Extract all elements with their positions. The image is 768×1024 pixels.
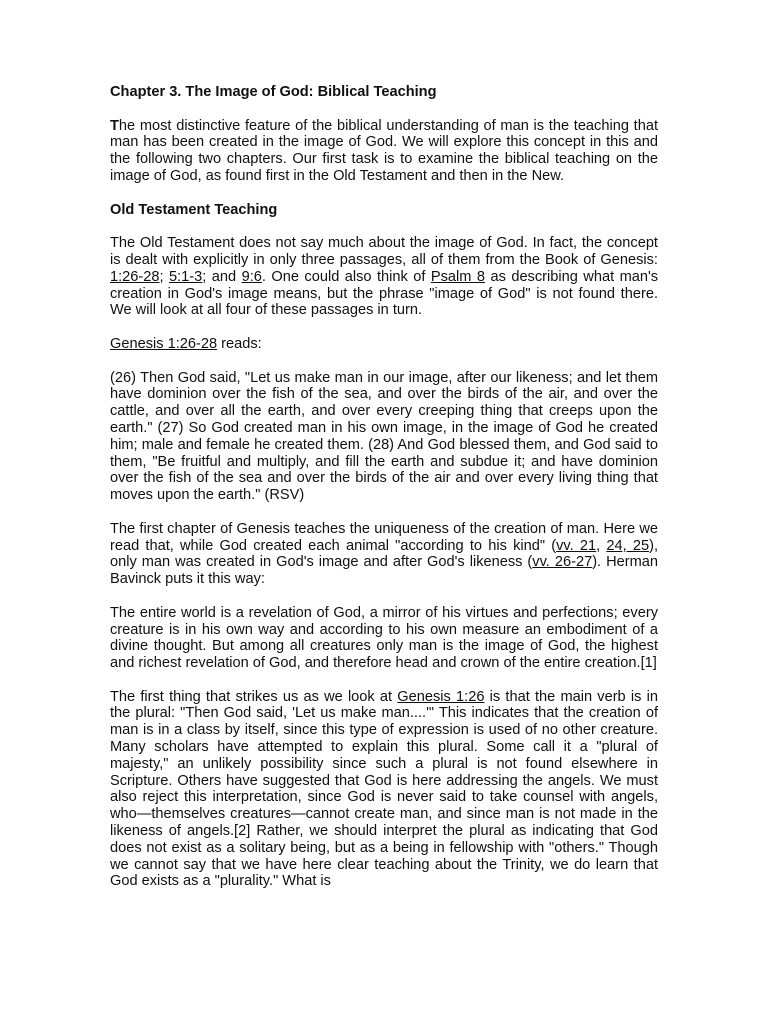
- scripture-link-vv-26-27[interactable]: vv. 26-27: [532, 554, 593, 571]
- text-segment: The first thing that strikes us as we look at: [110, 688, 398, 705]
- text-segment: The first chapter of Genesis teaches the uniqueness of the creation of man. Here we read that, while God created each animal "according to his kind" (: [110, 520, 658, 554]
- scripture-link-genesis-1-26[interactable]: Genesis 1:26: [397, 688, 485, 705]
- scripture-link-vv-21[interactable]: vv. 21: [556, 537, 597, 554]
- scripture-link-gen-1-26-28[interactable]: 1:26-28: [110, 268, 160, 285]
- genesis-quote: (26) Then God said, "Let us make man in our image, after our likeness; and let them have dominion over the fish of the sea, and over the birds of the air, and over the cattle, and over all the earth, and over every creeping thing that creeps upon the earth." (27) So God created man in his own image, in the image of God he created him; male and female he created them. (28) And God blessed them, and God said to them, "Be fruitful and multiply, and fill the earth and subdue it; and have dominion over the fish of the sea and over the birds of the air and over every living thing that moves upon the earth." (RSV): [110, 369, 658, 504]
- document-body: [110, 84, 658, 907]
- text-segment: ), only man was created in God's image and after God's likeness (: [110, 537, 658, 571]
- section-heading: Old Testament Teaching: [110, 201, 278, 218]
- scripture-link-genesis-1-26-28[interactable]: Genesis 1:26-28: [110, 335, 218, 352]
- text-segment: ). Herman Bavinck puts it this way:: [110, 554, 659, 588]
- text-segment: ; and: [202, 268, 242, 285]
- text-segment: The Old Testament does not say much about the image of God. In fact, the concept is dealt with explicitly in only three passages, all of them from the Book of Genesis:: [110, 235, 658, 268]
- scripture-link-24-25[interactable]: 24, 25: [606, 537, 650, 554]
- text-segment: reads:: [217, 335, 262, 352]
- text-segment: ,: [596, 537, 607, 554]
- scripture-link-gen-9-6[interactable]: 9:6: [241, 268, 262, 285]
- text-segment: is that the main verb is in the plural: "Then God said, 'Let us make man....'" This indicates that the creation of man is in a class by itself, since this type of expression is used of no other creature. Many scholars have attempted to explain this plural. Some call it a "plural of majesty," an unlikely possibility since such a plural is not found elsewhere in Scripture. Others have suggested that God is here addressing the angels. We must also reject this interpretation, since God is never said to take counsel with angels, who—themselves creatures—cannot create man, and since man is not made in the likeness of angels.[2] Rather, we should interpret the plural as indicating that God does not exist as a solitary being, but as a being in fellowship with "others." Though we cannot say that we have here clear teaching about the Trinity, we do learn that God exists as a "plurality." What is: [110, 688, 658, 890]
- genesis-intro-paragraph: [110, 336, 658, 353]
- text-segment: . One could also think of: [261, 268, 431, 285]
- chapter-title: Chapter 3. The Image of God: Biblical Teaching: [110, 84, 437, 100]
- intro-paragraph: [110, 118, 658, 185]
- scripture-link-psalm-8[interactable]: Psalm 8: [430, 268, 486, 285]
- text-segment: as describing what man's creation in God's image means, but the phrase "image of God" is not found there. We will look at all four of these passages in turn.: [110, 268, 659, 319]
- uniqueness-paragraph: [110, 521, 658, 588]
- bavinck-quote: The entire world is a revelation of God, a mirror of his virtues and perfections; every creature is in his own way and according to his own measure an embodiment of a divine thought. But among all creatures only man is the image of God, the highest and richest revelation of God, and therefore head and crown of the entire creation.[1]: [110, 604, 658, 672]
- ot-paragraph: [110, 235, 658, 319]
- intro-text: he most distinctive feature of the biblical understanding of man is the teaching that man has been created in the image of God. We will explore this concept in this and the following two chapters. Our first task is to examine the biblical teaching on the image of God, as found first in the Old Testament and then in the New.: [110, 117, 658, 184]
- scripture-link-gen-5-1-3[interactable]: 5:1-3: [169, 268, 203, 285]
- drop-cap: T: [110, 117, 119, 134]
- text-segment: ;: [159, 268, 170, 285]
- plural-verb-paragraph: [110, 689, 658, 891]
